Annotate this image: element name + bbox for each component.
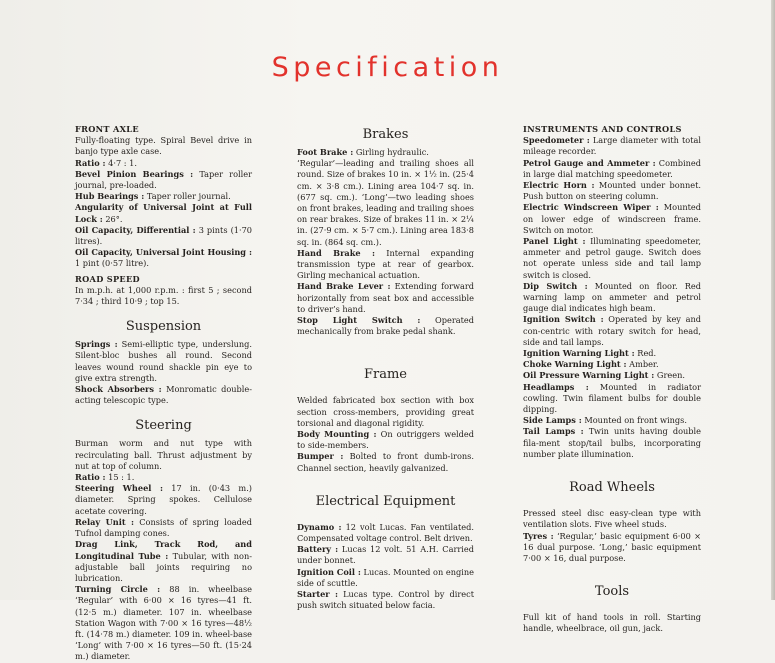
- spec-item-label: Body Mounting :: [297, 429, 377, 440]
- spec-item-label: Stop Light Switch :: [297, 315, 421, 326]
- spec-item-label: Tail Lamps :: [523, 426, 584, 437]
- spec-item-label: Speedometer :: [523, 135, 590, 146]
- spec-item-text: Green.: [654, 370, 685, 381]
- spec-item-label: Choke Warning Light :: [523, 359, 627, 370]
- steering-heading: Steering: [135, 418, 192, 434]
- spec-item: [297, 281, 474, 315]
- spec-item-text: Taper roller journal, pre-loaded.: [75, 168, 252, 191]
- spec-item: [297, 315, 474, 337]
- spec-item: [523, 202, 701, 236]
- spec-item: [523, 359, 701, 370]
- spec-item: [523, 281, 701, 315]
- spec-item: [523, 426, 701, 460]
- instruments-heading: INSTRUMENTS AND CONTROLS: [523, 124, 682, 134]
- spec-item-text: Internal expanding transmission type at rear of gearbox. Girling mechanical actuation.: [297, 247, 474, 281]
- spec-item: [297, 248, 474, 282]
- spec-item: [523, 415, 701, 426]
- spec-item-label: Shock Absorbers :: [75, 384, 162, 395]
- spec-item: [297, 147, 474, 158]
- road-wheels-heading: Road Wheels: [569, 480, 655, 496]
- spec-item-label: Oil Capacity, Differential :: [75, 224, 196, 235]
- spec-item-text: Large diameter with total mileage recorder.: [523, 135, 702, 157]
- spec-item-label: Starter :: [297, 589, 338, 600]
- spec-item: [75, 539, 252, 584]
- spec-item-label: Steering Wheel :: [75, 483, 163, 494]
- page-edge: [771, 0, 775, 600]
- road-wheels-intro: Pressed steel disc easy-clean type with ventilation slots. Five wheel studs.: [523, 508, 701, 530]
- spec-item-label: Ignition Coil :: [297, 566, 361, 577]
- tools-text: Full kit of hand tools in roll. Starting handle, wheelbrace, oil gun, jack.: [523, 612, 701, 634]
- spec-item: [75, 339, 252, 384]
- spec-item-label: Hub Bearings :: [75, 191, 145, 202]
- spec-item-label: Petrol Gauge and Ammeter :: [523, 157, 656, 168]
- spec-item: [523, 180, 701, 202]
- steering-intro: Burman worm and nut type with recirculating ball. Thrust adjustment by nut at top of column.: [75, 438, 252, 471]
- column-middle: [297, 127, 474, 612]
- front-axle-list: [75, 158, 252, 270]
- spec-item-label: Foot Brake :: [297, 147, 354, 157]
- spec-item: [523, 348, 701, 359]
- spec-item-label: Ratio :: [75, 472, 106, 483]
- spec-item-text: Mounted on lower edge of windscreen frame. Switch on motor.: [523, 202, 701, 235]
- spec-item-text: Mounted in radiator cowling. Twin filament bulbs for double dipping.: [523, 381, 701, 415]
- spec-item-text: Twin units having double fila-ment stop/tail bulbs, incorporating number plate illumination.: [523, 426, 701, 459]
- spec-item-label: Drag Link, Track Rod, and Longitudinal Tube :: [75, 539, 252, 561]
- spec-item-text: Tubular, with non-adjustable ball joints requiring no lubrication.: [75, 550, 252, 583]
- spec-item-text: Illuminating speedometer, ammeter and petrol gauge. Switch does not operate unless side and tail lamp switch is closed.: [523, 236, 701, 280]
- spec-item-text: Mounted on floor. Red warning lamp on ammeter and petrol gauge dial indicates high beam.: [523, 280, 701, 314]
- spec-item: [75, 169, 252, 191]
- spec-item: [523, 158, 701, 180]
- spec-item-text: Monromatic double-acting telescopic type.: [75, 384, 252, 406]
- electrical-heading: Electrical Equipment: [315, 493, 456, 509]
- spec-item-text: Amber.: [626, 359, 659, 370]
- spec-item: [297, 522, 474, 544]
- column-left: [75, 124, 252, 663]
- spec-item: [75, 202, 252, 224]
- spec-item-text: Lucas 12 volt. 51 A.H. Carried under bonnet.: [297, 544, 474, 566]
- spec-item-label: Dynamo :: [297, 521, 342, 532]
- spec-item: [75, 191, 252, 202]
- spec-item-text: Mounted under bonnet. Push button on steering column.: [523, 180, 701, 202]
- spec-item: [75, 517, 252, 539]
- steering-list: [75, 472, 252, 662]
- spec-item-label: Springs :: [75, 339, 118, 350]
- spec-item-text: Bolted to front dumb-irons. Channel section, heavily galvanized.: [297, 451, 474, 473]
- spec-item-label: Angularity of Universal Joint at Full Lock :: [75, 202, 252, 224]
- spec-item: [523, 370, 701, 381]
- spec-item: [297, 158, 474, 248]
- spec-item-text: Mounted on front wings.: [581, 415, 687, 426]
- road-wheels-list: [523, 531, 701, 565]
- spec-item-text: Operated by key and con-centric with rotary switch for head, side and tail lamps.: [523, 314, 701, 347]
- spec-item-text: Girling hydraulic.: [353, 147, 429, 157]
- spec-item-label: Relay Unit :: [75, 516, 135, 527]
- instruments-list: [523, 135, 701, 460]
- column-right: [523, 124, 701, 635]
- spec-item: [297, 451, 474, 473]
- spec-item-text: 12 volt Lucas. Fan ventilated. Compensated voltage control. Belt driven.: [297, 521, 474, 544]
- spec-item-text: 4·7 : 1.: [105, 157, 137, 168]
- spec-item: [75, 472, 252, 483]
- spec-item: [523, 135, 701, 157]
- spec-item-text: 15 : 1.: [105, 472, 135, 483]
- spec-item: [75, 483, 252, 517]
- frame-intro: Welded fabricated box section with box section cross-members, providing great torsional and diagonal rigidity.: [297, 395, 474, 428]
- spec-item-text: 26°.: [102, 213, 123, 224]
- frame-heading: Frame: [363, 367, 407, 383]
- suspension-list: [75, 339, 252, 406]
- brakes-heading: Brakes: [362, 127, 409, 142]
- spec-item-text: Red.: [634, 348, 657, 359]
- road-speed-text: In m.p.h. at 1,000 r.p.m. : first 5 ; second 7·34 ; third 10·9 ; top 15.: [75, 284, 252, 307]
- spec-item-label: Hand Brake :: [297, 247, 376, 258]
- spec-item-text: ‘Regular’—leading and trailing shoes all round. Size of brakes 10 in. × 1½ in. (25·4 cm. × 3·8 cm.). Lining area 104·7 sq. in. (677 sq. cm.). ‘Long’—two leading shoes on front brakes, leading and trailing shoes on rear brakes. Size of brakes 11 in. × 2¼ in. (27·9 cm. × 5·7 cm.). Lining area 183·8 sq. in. (864 sq. cm.).: [297, 158, 474, 247]
- spec-item-text: Lucas type. Control by direct push switch situated below facia.: [297, 589, 474, 611]
- spec-item-text: Lucas. Mounted on engine side of scuttle.: [297, 566, 474, 588]
- spec-item-text: Taper roller journal.: [144, 191, 231, 202]
- spec-item-label: Hand Brake Lever :: [297, 281, 391, 292]
- tools-heading: Tools: [594, 584, 630, 600]
- spec-item-text: ‘Regular,’ basic equipment 6·00 × 16 dual purpose. ‘Long,’ basic equipment 7·00 × 16, dual purpose.: [523, 530, 701, 563]
- spec-item-label: Dip Switch :: [523, 280, 588, 291]
- spec-item-label: Oil Pressure Warning Light :: [523, 370, 655, 381]
- spec-item-label: Bumper :: [297, 451, 344, 462]
- spec-item-label: Side Lamps :: [523, 415, 582, 426]
- spec-item-text: 1 pint (0·57 litre).: [75, 258, 149, 269]
- spec-item-label: Turning Circle :: [75, 584, 161, 595]
- spec-item: [523, 382, 701, 416]
- spec-item-label: Panel Light :: [523, 236, 586, 247]
- page-title: Specification: [271, 52, 504, 83]
- front-axle-heading: FRONT AXLE: [75, 124, 139, 134]
- spec-item: [75, 247, 252, 269]
- spec-item: [297, 544, 474, 566]
- spec-item-text: Combined in large dial matching speedometer.: [523, 157, 701, 179]
- electrical-list: [297, 522, 474, 612]
- spec-item-text: On outriggers welded to side-members.: [297, 429, 474, 451]
- spec-item-label: Ignition Warning Light :: [523, 348, 635, 359]
- spec-item-label: Battery :: [297, 544, 339, 555]
- spec-item-text: Semi-elliptic type, underslung. Silent-bloc bushes all round. Second leaves wound round shackle pin eye to give extra strength.: [75, 339, 252, 383]
- spec-item: [523, 531, 701, 565]
- spec-item-text: Consists of spring loaded Tufnol damping cones.: [75, 516, 252, 539]
- spec-item: [75, 384, 252, 406]
- spec-item: [297, 589, 474, 611]
- spec-item-text: 88 in. wheelbase ‘Regular’ with 6·00 × 16 tyres—41 ft. (12·5 m.) diameter. 107 in. wheelbase Station Wagon with 7·00 × 16 tyres—48½ ft. (14·78 m.) diameter. 109 in. wheel-base ‘Long’ with 7·00 × 16 tyres—50 ft. (15·24 m.) diameter.: [75, 584, 252, 662]
- spec-item-label: Ratio :: [75, 157, 106, 168]
- road-speed-heading: ROAD SPEED: [75, 273, 140, 284]
- spec-item-text: Extending forward horizontally from seat box and accessible to driver’s hand.: [297, 281, 474, 314]
- spec-item-label: Electric Windscreen Wiper :: [523, 202, 659, 213]
- spec-item: [75, 584, 252, 662]
- spec-item-label: Headlamps :: [523, 381, 589, 392]
- spec-item: [523, 314, 701, 348]
- spec-item-label: Tyres :: [523, 530, 554, 541]
- brakes-list: [297, 147, 474, 337]
- spec-item-label: Electric Horn :: [523, 180, 595, 191]
- spec-item: [297, 429, 474, 451]
- spec-item-text: 3 pints (1·70 litres).: [75, 224, 252, 247]
- spec-item: [75, 225, 252, 247]
- spec-item: [523, 236, 701, 281]
- suspension-heading: Suspension: [125, 319, 202, 335]
- spec-item-text: Operated mechanically from brake pedal shank.: [297, 315, 475, 337]
- frame-list: [297, 429, 474, 474]
- spec-item: [75, 158, 252, 169]
- front-axle-intro: Fully-floating type. Spiral Bevel drive in banjo type axle case.: [75, 135, 252, 157]
- spec-item-label: Bevel Pinion Bearings :: [75, 168, 194, 179]
- spec-item-label: Ignition Switch :: [523, 314, 604, 325]
- spec-item: [297, 567, 474, 589]
- spec-item-label: Oil Capacity, Universal Joint Housing :: [75, 247, 252, 258]
- spec-item-text: 17 in. (0·43 m.) diameter. Spring spokes. Cellulose acetate covering.: [75, 483, 252, 516]
